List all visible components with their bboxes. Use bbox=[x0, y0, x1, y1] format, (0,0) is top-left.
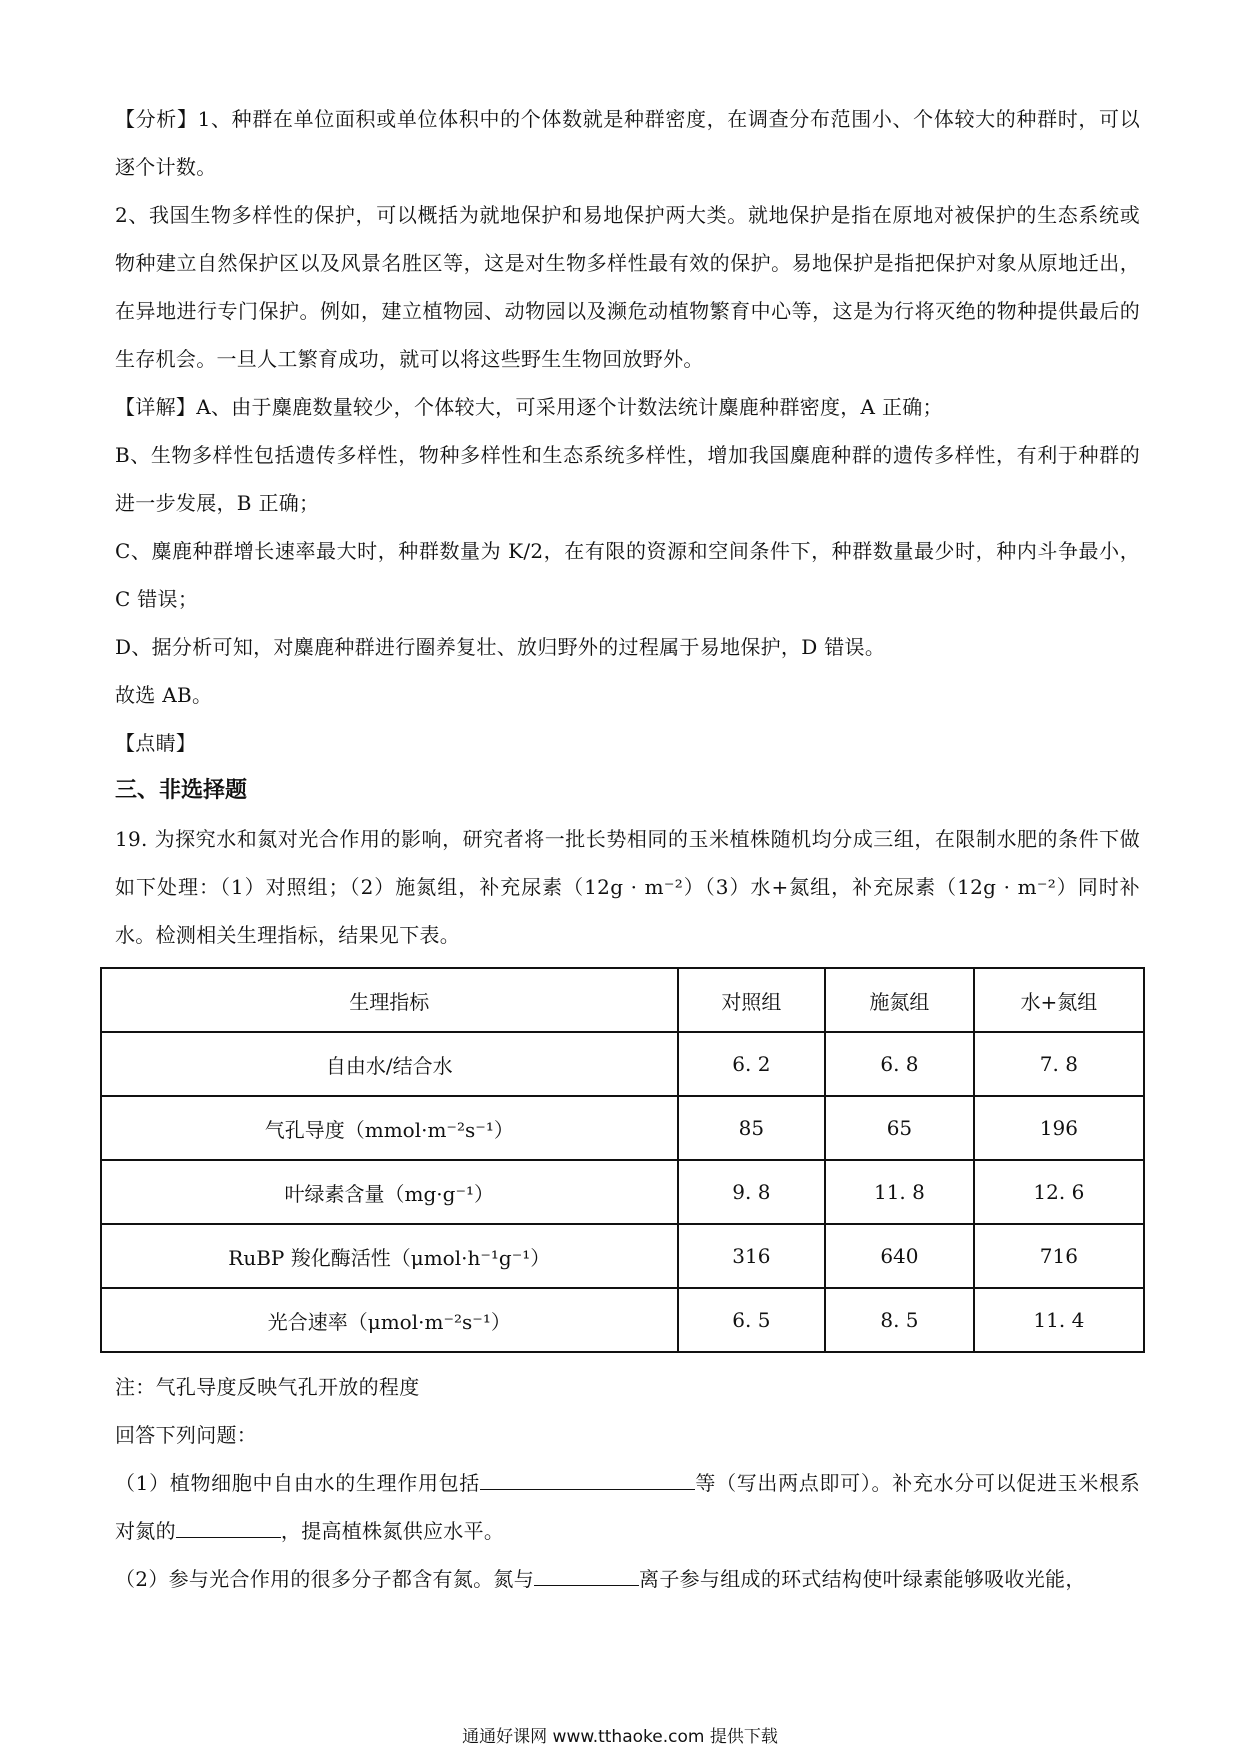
table-cell: 叶绿素含量（mg·g⁻¹） bbox=[101, 1160, 678, 1224]
table-row bbox=[101, 1224, 1144, 1288]
table-cell: 6. 8 bbox=[825, 1032, 974, 1096]
analysis-paragraph-1: 【分析】1、种群在单位面积或单位体积中的个体数就是种群密度，在调查分布范围小、个体较大的种群时，可以逐个计数。 bbox=[115, 107, 1140, 179]
sub-question-2-text-b: 离子参与组成的环式结构使叶绿素能够吸收光能， bbox=[639, 1567, 1086, 1591]
answer-line: 故选 AB。 bbox=[115, 683, 213, 707]
answer-prompt: 回答下列问题： bbox=[115, 1423, 258, 1447]
results-table bbox=[100, 967, 1145, 1353]
detail-option-c: C、麋鹿种群增长速率最大时，种群数量为 K/2，在有限的资源和空间条件下，种群数量最少时，种内斗争最小，C 错误； bbox=[115, 539, 1140, 611]
table-row bbox=[101, 1160, 1144, 1224]
table-cell: 12. 6 bbox=[974, 1160, 1144, 1224]
section-title: 三、非选择题 bbox=[115, 778, 248, 803]
sub-question-1 bbox=[115, 1459, 1140, 1555]
table-header-row bbox=[101, 968, 1144, 1032]
table-cell: 716 bbox=[974, 1224, 1144, 1288]
sub-question-1-text-c: ，提高植株氮供应水平。 bbox=[280, 1519, 505, 1543]
answer-blank-2[interactable] bbox=[176, 1511, 281, 1538]
table-cell: 7. 8 bbox=[974, 1032, 1144, 1096]
comment-label: 【点睛】 bbox=[115, 731, 197, 755]
table-cell: 11. 4 bbox=[974, 1288, 1144, 1352]
table-cell: 11. 8 bbox=[825, 1160, 974, 1224]
table-header-cell: 生理指标 bbox=[101, 968, 678, 1032]
answer-blank-1[interactable] bbox=[480, 1463, 695, 1490]
detail-option-b: B、生物多样性包括遗传多样性，物种多样性和生态系统多样性，增加我国麋鹿种群的遗传多样性，有利于种群的进一步发展，B 正确； bbox=[115, 443, 1140, 515]
sub-question-2 bbox=[115, 1555, 1140, 1603]
detail-option-a: 【详解】A、由于麋鹿数量较少，个体较大，可采用逐个计数法统计麋鹿种群密度，A 正确； bbox=[115, 395, 943, 419]
analysis-paragraph-2: 2、我国生物多样性的保护，可以概括为就地保护和易地保护两大类。就地保护是指在原地对被保护的生态系统或物种建立自然保护区以及风景名胜区等，这是对生物多样性最有效的保护。易地保护是指把保护对象从原地迁出，在异地进行专门保护。例如，建立植物园、动物园以及濒危动植物繁育中心等，这是为行将灭绝的物种提供最后的生存机会。一旦人工繁育成功，就可以将这些野生生物回放野外。 bbox=[115, 203, 1140, 371]
table-cell: 8. 5 bbox=[825, 1288, 974, 1352]
sub-question-1-text-b: 等（写出两点即可）。补充水分可以促进玉米根系对氮的 bbox=[115, 1471, 1140, 1543]
table-cell: 85 bbox=[678, 1096, 826, 1160]
sub-question-2-text-a: （2）参与光合作用的很多分子都含有氮。氮与 bbox=[115, 1567, 535, 1591]
document-page bbox=[115, 95, 1140, 1603]
table-cell: 196 bbox=[974, 1096, 1144, 1160]
answer-blank-3[interactable] bbox=[534, 1559, 639, 1586]
table-cell: 640 bbox=[825, 1224, 974, 1288]
table-row bbox=[101, 1288, 1144, 1352]
table-note: 注：气孔导度反映气孔开放的程度 bbox=[115, 1375, 420, 1399]
table-cell: RuBP 羧化酶活性（μmol·h⁻¹g⁻¹） bbox=[101, 1224, 678, 1288]
table-cell: 自由水/结合水 bbox=[101, 1032, 678, 1096]
detail-option-d: D、据分析可知，对麋鹿种群进行圈养复壮、放归野外的过程属于易地保护，D 错误。 bbox=[115, 635, 886, 659]
page-footer: 通通好课网 www.tthaoke.com 提供下载 bbox=[462, 1727, 778, 1747]
table-cell: 光合速率（μmol·m⁻²s⁻¹） bbox=[101, 1288, 678, 1352]
sub-question-1-text-a: （1）植物细胞中自由水的生理作用包括 bbox=[115, 1471, 480, 1495]
table-header-cell: 水+氮组 bbox=[974, 968, 1144, 1032]
table-cell: 316 bbox=[678, 1224, 826, 1288]
table-cell: 6. 5 bbox=[678, 1288, 826, 1352]
table-cell: 9. 8 bbox=[678, 1160, 826, 1224]
table-cell: 6. 2 bbox=[678, 1032, 826, 1096]
table-row bbox=[101, 1096, 1144, 1160]
table-row bbox=[101, 1032, 1144, 1096]
table-header-cell: 施氮组 bbox=[825, 968, 974, 1032]
table-header-cell: 对照组 bbox=[678, 968, 826, 1032]
question-19-intro: 19. 为探究水和氮对光合作用的影响，研究者将一批长势相同的玉米植株随机均分成三组，在限制水肥的条件下做如下处理：（1）对照组；（2）施氮组，补充尿素（12g · m⁻²）（3）水+氮组，补充尿素（12g · m⁻²）同时补水。检测相关生理指标，结果见下表。 bbox=[115, 827, 1140, 947]
table-cell: 气孔导度（mmol·m⁻²s⁻¹） bbox=[101, 1096, 678, 1160]
table-cell: 65 bbox=[825, 1096, 974, 1160]
